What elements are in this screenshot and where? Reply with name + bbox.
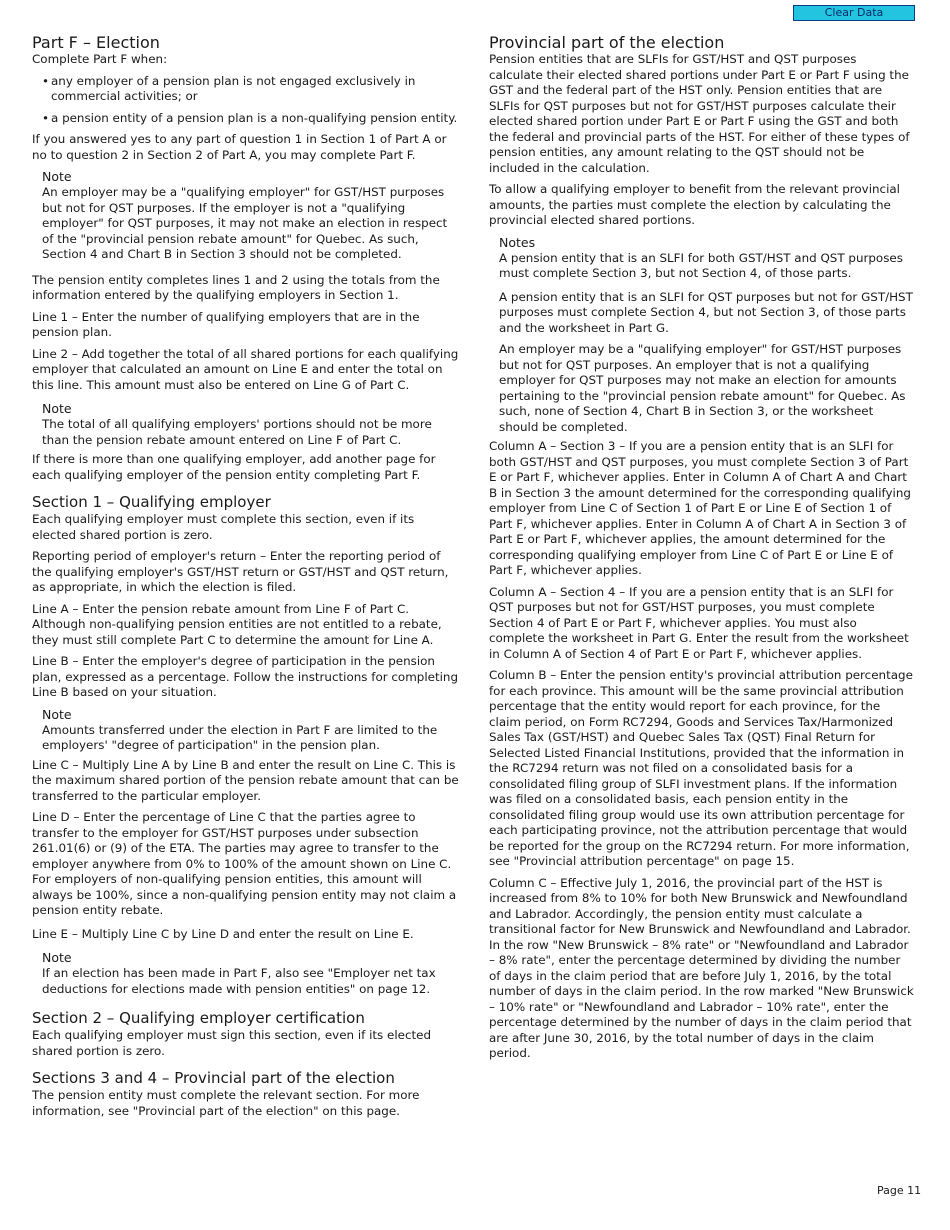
line-d-instruction: Line D – Enter the percentage of Line C that the parties agree to transfer to the employer for GST/HST purposes under subsection 261.01(6) or (9) of the ETA. The parties may agree to transfer to the employer anywhere from 0% to 100% of the amount shown on Line C. For employers of non-qualifying pension entities, this amount will always be 100%, since a non-qualifying pension entity may not claim a pension entity rebate. <box>32 810 457 917</box>
sections-3-4-heading: Sections 3 and 4 – Provincial part of the election <box>32 1069 395 1087</box>
note-title: Note <box>42 169 72 184</box>
paragraph: To allow a qualifying employer to benefit from the relevant provincial amounts, the parties must complete the election by calculating the provincial elected shared portions. <box>489 182 900 227</box>
note-text: A pension entity that is an SLFI for both GST/HST and QST purposes must complete Section 3, but not Section 4, of those parts. <box>499 250 903 280</box>
clear-data-button[interactable]: Clear Data <box>793 5 915 21</box>
note-total-portions <box>32 401 460 448</box>
line-2-instruction: Line 2 – Add together the total of all shared portions for each qualifying employer that calculated an amount on Line E and enter the total on this line. This amount must also be entered on Line G of Part C. <box>32 346 459 392</box>
reporting-period-instruction: Reporting period of employer's return – Enter the reporting period of the qualifying employer's GST/HST return or GST/HST and QST return, as appropriate, in which the election is filed. <box>32 549 449 594</box>
part-f-intro: Complete Part F when: <box>32 52 168 66</box>
right-column <box>489 33 914 1062</box>
note-qualifying-employer <box>32 169 460 263</box>
line-1-instruction: Line 1 – Enter the number of qualifying employers that are in the pension plan. <box>32 309 420 339</box>
note-employer-net-tax <box>32 950 460 997</box>
paragraph: If you answered yes to any part of question 1 in Section 1 of Part A or no to question 2 in Section 2 of Part A, you may complete Part F. <box>32 132 447 162</box>
notes-block <box>489 235 914 436</box>
note-title: Note <box>42 706 72 722</box>
part-f-heading: Part F – Election <box>32 33 160 52</box>
line-c-instruction: Line C – Multiply Line A by Line B and enter the result on Line C. This is the maximum shared portion of the pension rebate amount that can be transferred to the particular employer. <box>32 757 459 803</box>
section-2-heading: Section 2 – Qualifying employer certification <box>32 1009 365 1027</box>
page-number: Page 11 <box>877 1184 922 1197</box>
note-title: Note <box>42 950 72 965</box>
paragraph: Each qualifying employer must complete this section, even if its elected shared portion is zero. <box>32 512 415 542</box>
column-b-instruction: Column B – Enter the pension entity's provincial attribution percentage for each province. This amount will be the same provincial attribution percentage that the entity would report for each province, for the claim period, on Form RC7294, Goods and Services Tax/Harmonized Sales Tax (GST/HST) and Quebec Sales Tax (QST) Final Return for Selected Listed Financial Institutions, provided that the information in the RC7294 return was not filed on a consolidated basis for a consolidated filing group of SLFI investment plans. If the information was filed on a consolidated basis, each pension entity in the consolidated filing group would use its own attribution percentage for each participating province, not the attribution percentage that would be reported for the group on the RC7294 return. For more information, see "Provincial attribution percentage" on page 15. <box>489 668 913 868</box>
bullet-icon: • <box>42 110 50 125</box>
note-text: A pension entity that is an SLFI for QST purposes but not for GST/HST purposes must complete Section 4, but not Section 3, of those parts and the worksheet in Part G. <box>499 289 913 335</box>
note-text: Amounts transferred under the election in Part F are limited to the employers' "degree of participation" in the pension plan. <box>42 722 438 752</box>
note-text: If an election has been made in Part F, also see "Employer net tax deductions for elections made with pension entities" on page 12. <box>42 966 436 996</box>
section-1-heading: Section 1 – Qualifying employer <box>32 493 271 511</box>
paragraph: The pension entity must complete the relevant section. For more information, see "Provincial part of the election" on this page. <box>32 1088 420 1118</box>
list-item: • a pension entity of a pension plan is a non-qualifying pension entity. <box>42 110 458 125</box>
paragraph: Pension entities that are SLFIs for GST/HST and QST purposes calculate their elected shared portions under Part E or Part F using the GST and the federal part of the HST only. Pension entities that are SLFIs for QST purposes but not for GST/HST purposes calculate their elected shared portion under Part E or Part F using the GST and both the federal and provincial parts of the HST. For either of these types of pension entities, any amount relating to the QST should not be included in the calculation. <box>489 52 910 175</box>
provincial-part-heading: Provincial part of the election <box>489 33 725 52</box>
column-a-section-4: Column A – Section 4 – If you are a pension entity that is an SLFI for QST purposes but not for GST/HST purposes, you must complete Section 4 of Part E or Part F, whichever applies. You must also complete the worksheet in Part G. Enter the result from the worksheet in Column A of Section 4 of Part E or Part F, whichever applies. <box>489 584 909 661</box>
note-title: Note <box>42 401 72 416</box>
notes-title: Notes <box>499 234 536 250</box>
part-f-bullets <box>32 74 460 127</box>
note-degree-participation <box>32 707 460 754</box>
line-e-instruction: Line E – Multiply Line C by Line D and enter the result on Line E. <box>32 926 414 941</box>
note-text: An employer may be a "qualifying employer" for GST/HST purposes but not for QST purposes. If the employer is not a "qualifying employer" for QST purposes, it may not make an election in respect of the "provincial pension rebate amount" for Quebec. As such, Section 4 and Chart B in Section 3 should not be completed. <box>42 185 448 261</box>
paragraph: Each qualifying employer must sign this section, even if its elected shared portion is zero. <box>32 1028 432 1058</box>
line-b-instruction: Line B – Enter the employer's degree of participation in the pension plan, expressed as a percentage. Follow the instructions for completing Line B based on your situation. <box>32 654 459 699</box>
note-text: An employer may be a "qualifying employer" for GST/HST purposes but not for QST purposes. An employer that is not a qualifying employer for QST purposes may not make an election for amounts pertaining to the "provincial pension rebate amount" for Quebec. As such, none of Section 4, Chart B in Section 3, or the worksheet should be completed. <box>499 342 906 434</box>
column-c-instruction: Column C – Effective July 1, 2016, the provincial part of the HST is increased from 8% to 10% for both New Brunswick and Newfoundland and Labrador. Accordingly, the pension entity must calculate a transitional factor for New Brunswick and Newfoundland and Labrador. In the row "New Brunswick – 8% rate" or "Newfoundland and Labrador – 8% rate", enter the percentage determined by dividing the number of days in the claim period that are before July 1, 2016, by the total number of days in the claim period. In the row marked "New Brunswick – 10% rate" or "Newfoundland and Labrador – 10% rate", enter the percentage determined by the number of days in the claim period that are after June 30, 2016, by the total number of days in the claim period. <box>489 875 914 1060</box>
column-a-section-3: Column A – Section 3 – If you are a pension entity that is an SLFI for both GST/HST and QST purposes, you must complete Section 3 of Part E or Part F, whichever applies. Enter in Column A of Chart A and Chart B in Section 3 the amount determined for the corresponding qualifying employer from Line C of Section 1 of Part E or Line E of Section 1 of Part F, whichever applies. Enter in Column A of Chart A in Section 3 of Part E or Part F, whichever applies, the amount determined for the corresponding qualifying employer from Line C of Part E or Line E of Part F, whichever applies. <box>489 439 911 577</box>
paragraph: The pension entity completes lines 1 and 2 using the totals from the information entered by the qualifying employers in Section 1. <box>32 272 440 302</box>
note-text: The total of all qualifying employers' portions should not be more than the pension rebate amount entered on Line F of Part C. <box>42 417 432 447</box>
bullet-icon: • <box>42 73 50 88</box>
line-a-instruction: Line A – Enter the pension rebate amount from Line F of Part C. Although non-qualifying pension entities are not entitled to a rebate, they must still complete Part C to determine the amount for Line A. <box>32 601 442 647</box>
paragraph: If there is more than one qualifying employer, add another page for each qualifying employer of the pension entity completing Part F. <box>32 452 436 482</box>
left-column <box>32 33 460 1119</box>
list-item: • any employer of a pension plan is not engaged exclusively in commercial activities; or <box>42 73 416 103</box>
